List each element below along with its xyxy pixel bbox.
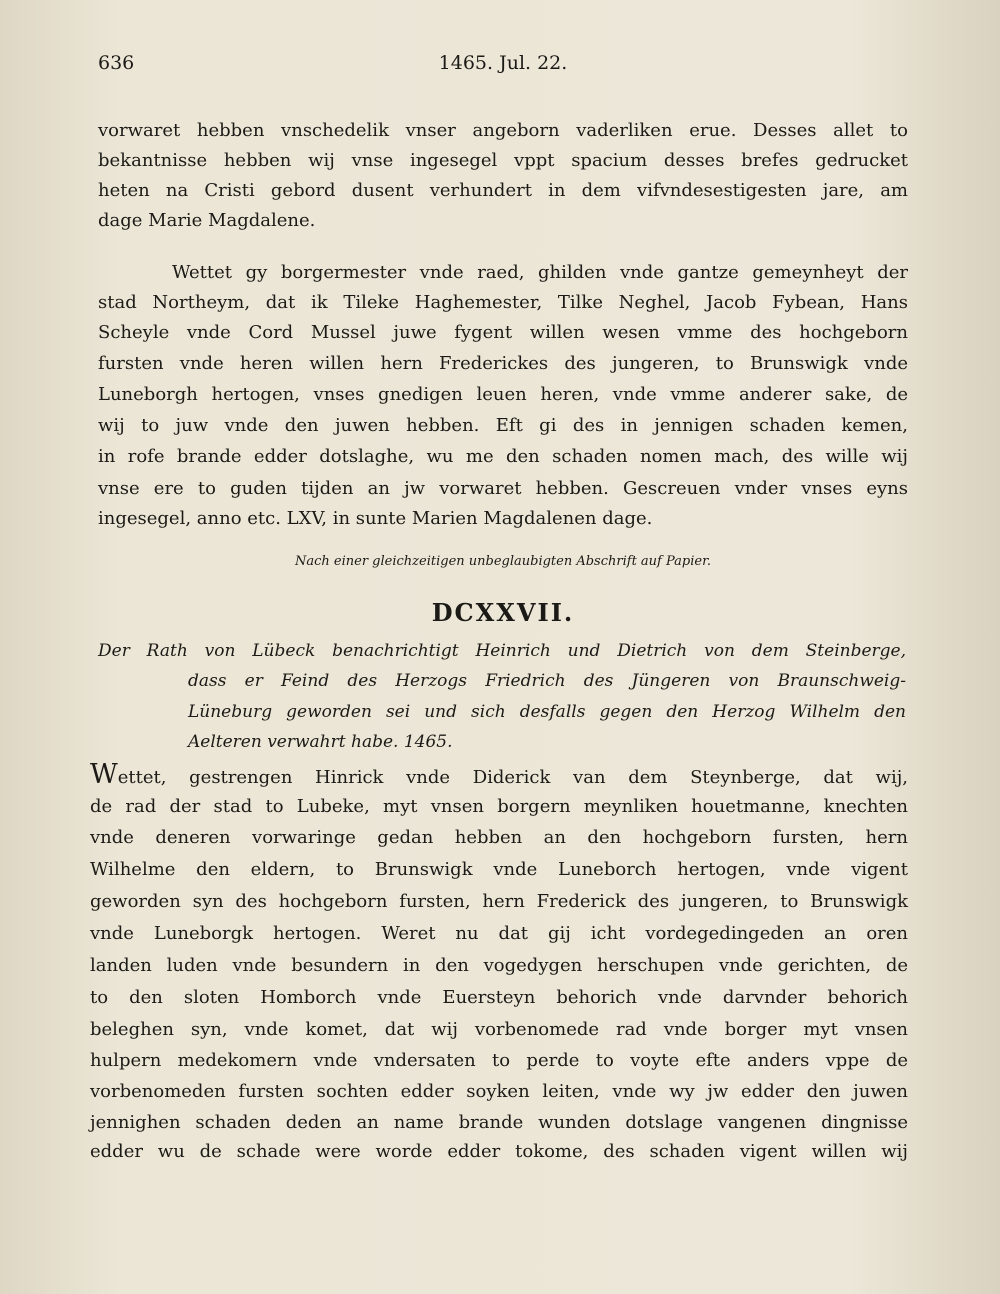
text-line: Wilhelme den eldern, to Brunswigk vnde Luneborch hertogen, vnde vigent xyxy=(90,859,908,880)
text-line: wij to juw vnde den juwen hebben. Eft gi des in jennigen schaden kemen, xyxy=(98,415,908,436)
text-line: to den sloten Homborch vnde Euersteyn behorich vnde darvnder behorich xyxy=(90,987,908,1008)
page-number: 636 xyxy=(98,52,135,74)
text-line: vnde Luneborgk hertogen. Weret nu dat gij icht vordegedingeden an oren xyxy=(90,923,908,944)
text-line: Wettet gy borgermester vnde raed, ghilden vnde gantze gemeynheyt der xyxy=(172,262,908,283)
text-line: vnde deneren vorwaringe gedan hebben an den hochgeborn fursten, hern xyxy=(90,827,908,848)
text-line: Wettet, gestrengen Hinrick vnde Diderick van dem Steynberge, dat wij, xyxy=(90,759,908,790)
text-line: stad Northeym, dat ik Tileke Haghemester, Tilke Neghel, Jacob Fybean, Hans xyxy=(98,292,908,313)
text-line: vnse ere to guden tijden an jw vorwaret hebben. Gescreuen vnder vnses eyns xyxy=(98,478,908,499)
text-line: geworden syn des hochgeborn fursten, hern Frederick des jungeren, to Brunswigk xyxy=(90,891,908,912)
text-line: in rofe brande edder dotslaghe, wu me den schaden nomen mach, des wille wij xyxy=(98,446,908,467)
text-line: edder wu de schade were worde edder tokome, des schaden vigent willen wij xyxy=(90,1141,908,1162)
document-number: DCXXVII. xyxy=(431,598,575,627)
text-line: landen luden vnde besundern in den vogedygen herschupen vnde gerichten, de xyxy=(90,955,908,976)
text-line: vorwaret hebben vnschedelik vnser angeborn vaderliken erue. Desses allet to xyxy=(98,120,908,141)
text-line: fursten vnde heren willen hern Frederickes des jungeren, to Brunswigk vnde xyxy=(98,353,908,374)
text-line: beleghen syn, vnde komet, dat wij vorbenomede rad vnde borger myt vnsen xyxy=(90,1019,908,1040)
text-line: ingesegel, anno etc. LXV, in sunte Marien Magdalenen dage. xyxy=(98,508,653,529)
source-note: Nach einer gleichzeitigen unbeglaubigten Abschrift auf Papier. xyxy=(295,554,711,569)
text-line: jennighen schaden deden an name brande wunden dotslage vangenen dingnisse xyxy=(90,1112,908,1133)
regest-line: dass er Feind des Herzogs Friedrich des Jüngeren von Braunschweig- xyxy=(188,671,906,691)
text-line: Scheyle vnde Cord Mussel juwe fygent willen wesen vmme des hochgeborn xyxy=(98,322,908,343)
text-line: dage Marie Magdalene. xyxy=(98,210,316,231)
text-line: de rad der stad to Lubeke, myt vnsen borgern meynliken houetmanne, knechten xyxy=(90,796,908,817)
text-line: vorbenomeden fursten sochten edder soyken leiten, vnde wy jw edder den juwen xyxy=(90,1081,908,1102)
text-line: bekantnisse hebben wij vnse ingesegel vppt spacium desses brefes gedrucket xyxy=(98,150,908,171)
text-line: heten na Cristi gebord dusent verhundert in dem vifvndesestigesten jare, am xyxy=(98,180,908,201)
running-title: 1465. Jul. 22. xyxy=(438,52,568,74)
regest-line: Aelteren verwahrt habe. 1465. xyxy=(188,732,453,752)
text-line: hulpern medekomern vnde vndersaten to perde to voyte efte anders vppe de xyxy=(90,1050,908,1071)
regest-line: Lüneburg geworden sei und sich desfalls gegen den Herzog Wilhelm den xyxy=(188,702,906,722)
text-line: Luneborgh hertogen, vnses gnedigen leuen heren, vnde vmme anderer sake, de xyxy=(98,384,908,405)
page-header xyxy=(98,52,908,86)
regest-line: Der Rath von Lübeck benachrichtigt Heinrich und Dietrich von dem Steinberge, xyxy=(98,641,906,661)
